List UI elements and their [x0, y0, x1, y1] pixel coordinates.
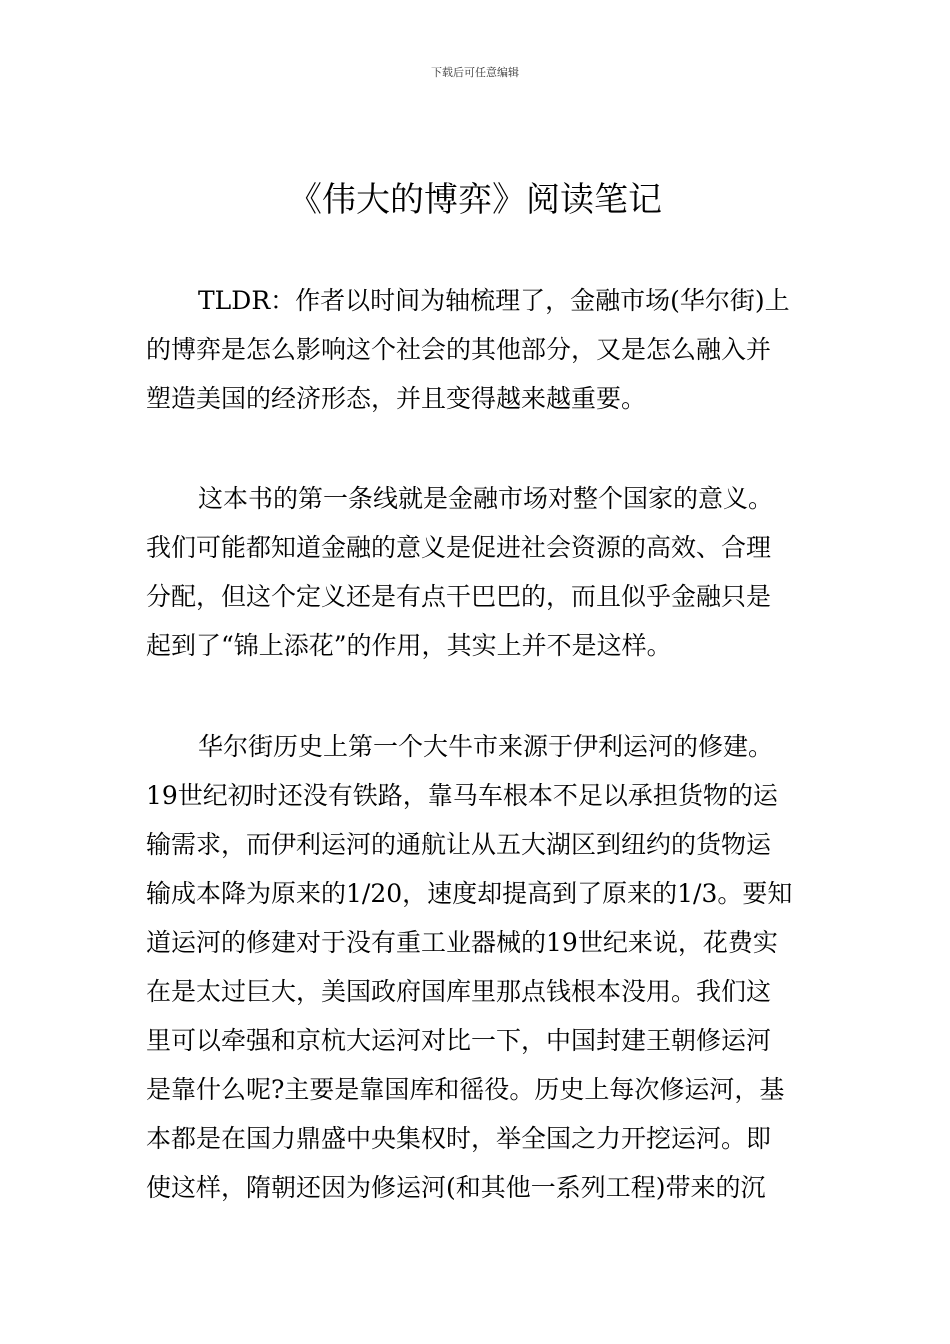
paragraph-line: 输需求，而伊利运河的通航让从五大湖区到纽约的货物运: [146, 830, 772, 859]
paragraph-line: 道运河的修建对于没有重工业器械的19世纪来说，花费实: [146, 928, 778, 957]
paragraph-line: 起到了“锦上添花”的作用，其实上并不是这样。: [146, 631, 672, 660]
paragraph-3: [146, 722, 792, 1212]
paragraph-line: 在是太过巨大，美国政府国库里那点钱根本没用。我们这: [146, 977, 772, 1006]
paragraph-line: 里可以牵强和京杭大运河对比一下，中国封建王朝修运河: [146, 1026, 772, 1055]
document-title: 《伟大的博弈》阅读笔记: [288, 180, 662, 220]
paragraph-2: [146, 474, 773, 670]
paragraph-1: [146, 276, 790, 423]
paragraph-line: 本都是在国力鼎盛中央集权时，举全国之力开挖运河。即: [146, 1124, 772, 1153]
paragraph-line: 是靠什么呢?主要是靠国库和徭役。历史上每次修运河，基: [146, 1075, 785, 1104]
paragraph-line: 分配，但这个定义还是有点干巴巴的，而且似乎金融只是: [146, 582, 772, 611]
paragraph-line: 使这样，隋朝还因为修运河(和其他一系列工程)带来的沉: [146, 1173, 766, 1202]
paragraph-line: 输成本降为原来的1/20，速度却提高到了原来的1/3。要知: [146, 879, 793, 908]
download-note: 下载后可任意编辑: [431, 66, 519, 79]
paragraph-line: TLDR：作者以时间为轴梳理了，金融市场(华尔街)上: [198, 286, 790, 315]
paragraph-line: 19世纪初时还没有铁路，靠马车根本不足以承担货物的运: [146, 781, 778, 810]
paragraph-line: 华尔街历史上第一个大牛市来源于伊利运河的修建。: [198, 732, 774, 761]
paragraph-line: 塑造美国的经济形态，并且变得越来越重要。: [146, 384, 647, 413]
paragraph-line: 的博弈是怎么影响这个社会的其他部分，又是怎么融入并: [146, 335, 772, 364]
paragraph-line: 这本书的第一条线就是金融市场对整个国家的意义。: [198, 484, 774, 513]
paragraph-line: 我们可能都知道金融的意义是促进社会资源的高效、合理: [146, 533, 772, 562]
